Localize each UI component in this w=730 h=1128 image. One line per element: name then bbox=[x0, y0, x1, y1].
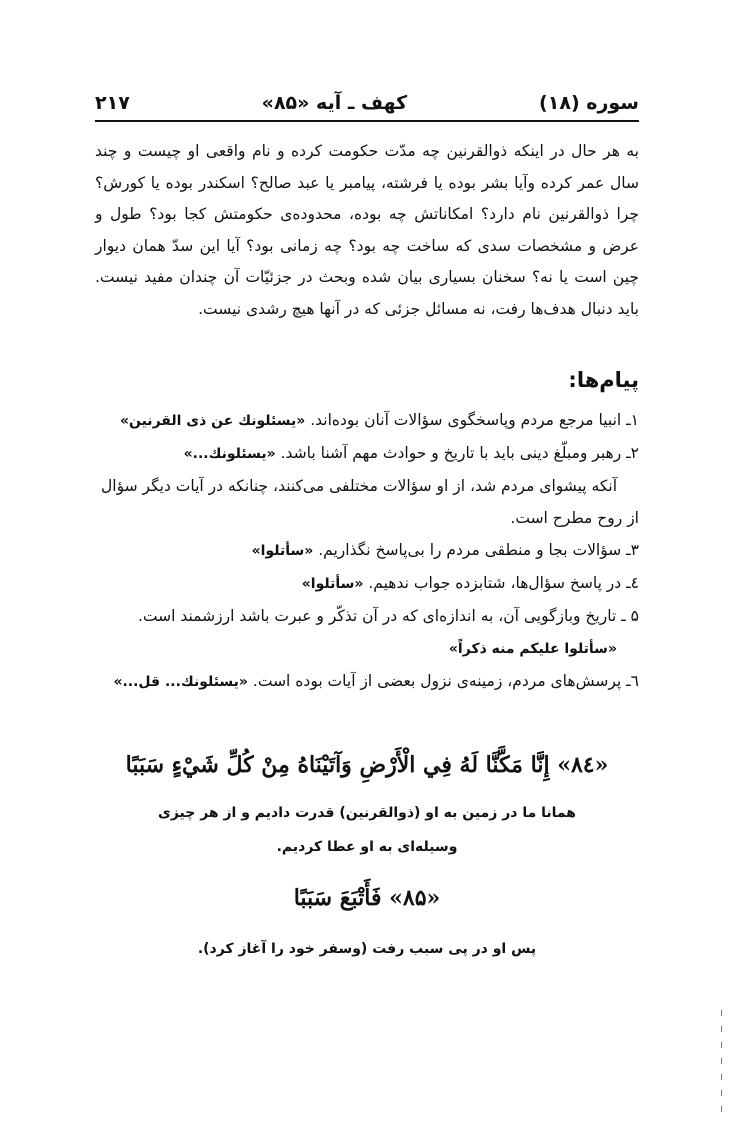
list-item bbox=[95, 437, 639, 470]
message-quote: «سأتلوا» bbox=[301, 576, 364, 592]
page-number: ۲۱۷ bbox=[95, 92, 130, 114]
verse-text: فَأَتْبَعَ سَبَبًا bbox=[293, 885, 382, 911]
message-quote: «یسئلونك عن ذی القرنین» bbox=[119, 413, 306, 429]
message-quote: «سأتلوا» bbox=[251, 543, 314, 559]
verse-number: «۸۵» bbox=[389, 885, 441, 911]
verse-85-translation: پس او در پی سبب رفت (وسفر خود را آغاز کرد). bbox=[197, 941, 537, 957]
header-divider bbox=[95, 120, 639, 122]
message-quote: «یسئلونك...» bbox=[183, 446, 276, 462]
chapter-verse-label: کهف ـ آیه «۸۵» bbox=[261, 92, 408, 114]
message-text: ۳ـ سؤالات بجا و منطقی مردم را بی‌پاسخ نگذاریم. bbox=[318, 541, 639, 559]
list-item bbox=[95, 534, 639, 567]
messages-heading: پیام‌ها: bbox=[568, 368, 639, 392]
message-text: ٤ـ در پاسخ سؤال‌ها، شتابزده جواب ندهیم. bbox=[368, 574, 639, 592]
intro-paragraph: به هر حال در اینکه ذوالقرنین چه مدّت حکومت کرده و نام واقعی او چیست و چند سال عمر کرده وآیا بشر بوده یا فرشته، پیامبر یا عبد صالح؟ اسکندر بوده یا کورش؟ چرا ذوالقرنین نام دارد؟ امکاناتش چه بوده، محدوده‌ی حکومتش کجا بود؟ طول و عرض و مشخصات سدی که ساخت چه بود؟ چه زمانی بود؟ آیا این سدّ همان دیوار چین است یا نه؟ سخنان بسیاری بیان شده وبحث در جزئیّات آن چندان مفید نیست. باید دنبال هدف‌ها رفت، نه مسائل جزئی که در آنها هیچ رشدی نیست. bbox=[95, 142, 639, 318]
surah-label: سوره (۱۸) bbox=[539, 92, 639, 114]
scan-margin-marks bbox=[719, 1010, 722, 1120]
verse-text: إِنَّا مَكَّنَّا لَهُ فِي الْأَرْضِ وَآتَيْنَاهُ مِنْ كُلِّ شَيْءٍ سَبَبًا bbox=[125, 752, 550, 778]
list-item bbox=[95, 567, 639, 600]
message-text: ۲ـ رهبر ومبلّغ دینی باید با تاریخ و حوادث مهم آشنا باشد. bbox=[280, 444, 639, 462]
message-text: ۱ـ انبیا مرجع مردم وپاسخگوی سؤالات آنان بوده‌اند. bbox=[310, 411, 639, 429]
verse-84-translation: همانا ما در زمین به او (ذوالقرنین) قدرت دادیم و از هر چیزی وسیله‌ای به او عطا کردیم. bbox=[157, 805, 576, 855]
list-item bbox=[95, 632, 639, 665]
message-quote: «یسئلونك... قل...» bbox=[113, 674, 248, 690]
verse-number: «۸٤» bbox=[557, 752, 609, 778]
page-header bbox=[95, 88, 639, 118]
list-item bbox=[95, 600, 639, 632]
message-quote: «سأتلوا علیكم منه ذكراً» bbox=[448, 641, 617, 657]
message-text: ٦ـ پرسش‌های مردم، زمینه‌ی نزول بعضی از آیات بوده است. bbox=[252, 672, 639, 690]
list-item bbox=[95, 470, 639, 534]
message-text: ۵ ـ تاریخ وبازگویی آن، به اندازه‌ای که در آن تذکّر و عبرت باشد ارزشمند است. bbox=[137, 607, 639, 625]
message-continuation: آنکه پیشوای مردم شد، از او سؤالات مختلفی می‌کنند، چنانکه در آیات دیگر سؤال از روح مطرح است. bbox=[101, 477, 639, 527]
list-item bbox=[95, 665, 639, 698]
messages-list bbox=[95, 404, 639, 698]
verse-84 bbox=[95, 752, 639, 778]
verse-85 bbox=[95, 885, 639, 911]
list-item bbox=[95, 404, 639, 437]
